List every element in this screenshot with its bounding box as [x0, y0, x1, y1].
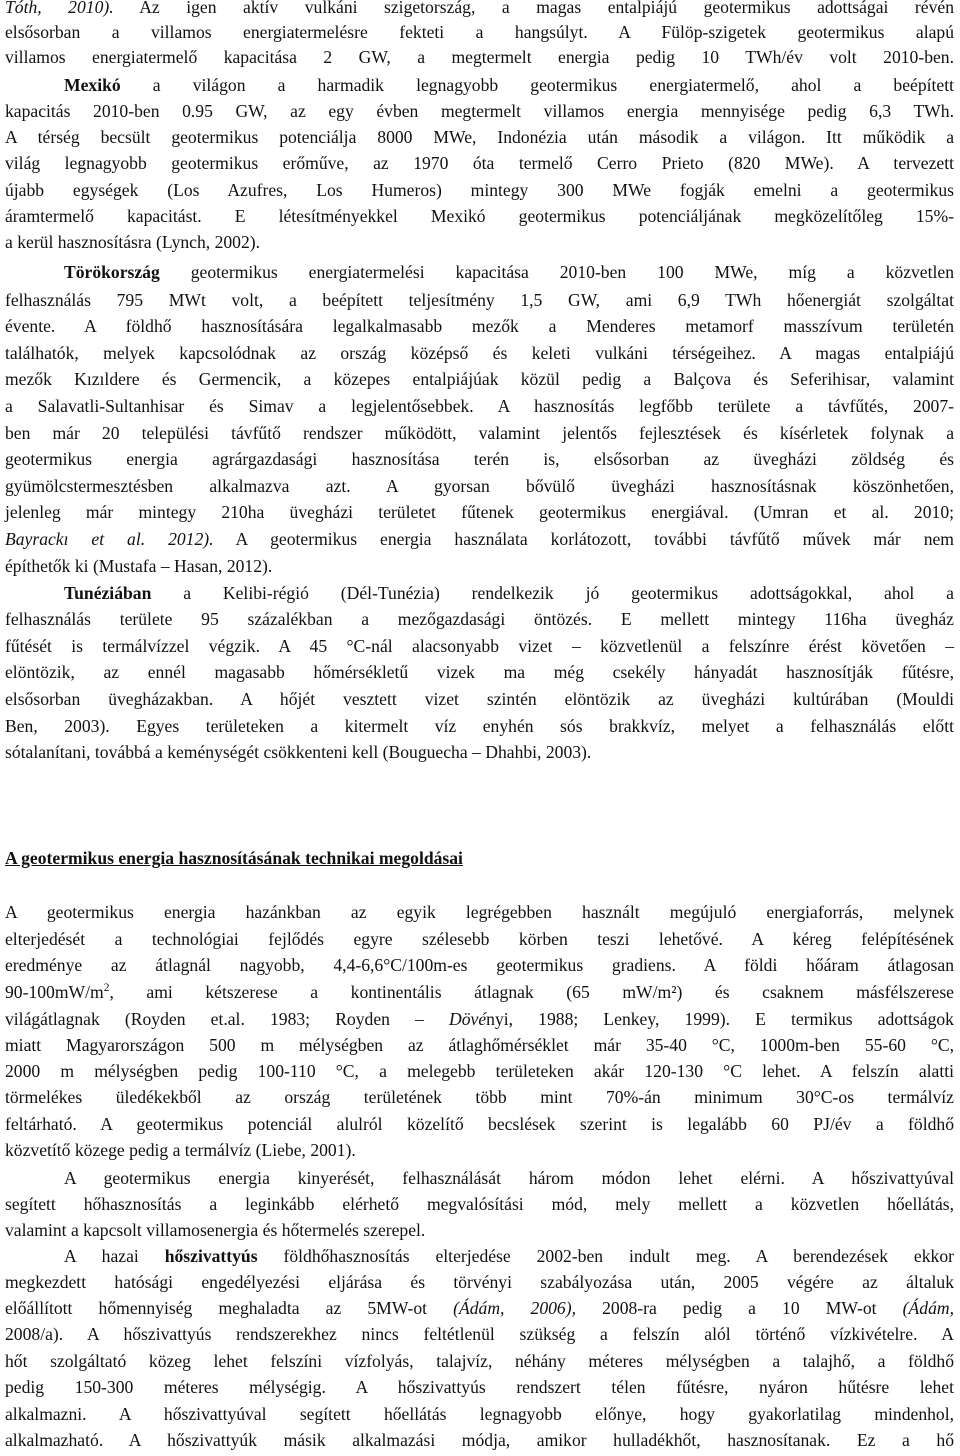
- text-line: elöntözik, az ennél magasabb hőmérsékletű vizek ma még csekély hányadát hasznosítják fűtésre,: [5, 662, 954, 682]
- text-line: áramtermelő kapacitást. E létesítményekkel Mexikó geotermikus potenciáljának megközelítőleg 15%-: [5, 206, 954, 226]
- country-name: Tunéziában: [64, 583, 152, 603]
- text-line: villamos energiatermelő kapacitása 2 GW, a megtermelt energia pedig 10 TWh/év volt 2010-ben.: [5, 47, 954, 67]
- text-line: világátlagnak (Royden et.al. 1983; Royden – Dövényi, 1988; Lenkey, 1999). E termikus adottságok: [5, 1009, 954, 1029]
- text-line: A térség becsült geotermikus potenciálja 8000 MWe, Indonézia után második a világon. Itt működik a: [5, 127, 954, 147]
- text-line: eredménye az átlagnál nagyobb, 4,4-6,6°C/100m-es geotermikus gradiens. A földi hőáram átlagosan: [5, 955, 954, 975]
- text-line: pedig 150-300 méteres mélységig. A hőszivattyús rendszert télen fűtésre, nyáron hűtésre lehet: [5, 1377, 954, 1397]
- text-line: jelenleg már mintegy 210ha üvegházi területet fűtenek geotermikus energiával. (Umran et al. 2010;: [5, 502, 954, 522]
- text-line: gyümölcstermesztésben alkalmazva azt. A gyorsan bővülő üvegházi hasznosításnak köszönhetően,: [5, 476, 954, 496]
- country-name: Törökország: [64, 262, 160, 282]
- text-line: a Salavatli-Sultanhisar és Simav a legjelentősebbek. A hasznosítás legfőbb területe a távfűtés, 2007-: [5, 396, 954, 416]
- text-line: felhasználás területe 95 százalékban a mezőgazdasági öntözés. E mellett mintegy 116ha üvegház: [5, 609, 954, 629]
- text-line: újabb egységek (Los Azufres, Los Humeros) mintegy 300 MWe fogják emelni a geotermikus: [5, 180, 954, 200]
- text-line: $90-100mW/m^2$, ami kétszerese a kontinentális átlagnak (65 mW/m²) és csaknem másfélszerese: [5, 982, 954, 1002]
- text-line: találhatók, melyek kapcsolódnak az ország középső és keleti vulkáni térségeihez. A magas entalpiájú: [5, 343, 954, 363]
- text-line: építhetők ki (Mustafa – Hasan, 2012).: [5, 556, 273, 576]
- text-line: alkalmazható. A hőszivattyúk másik alkalmazási módja, amikor hulladékhőt, hasznosítanak. Ez a hő: [5, 1430, 954, 1450]
- text-line: elsősorban üvegházakban. A hőjét vesztett vizet szintén elöntözik az üvegházi kultúrában (Mouldi: [5, 689, 954, 709]
- text-line: évente. A földhő hasznosítására legalkalmasabb mezők a Menderes metamorf masszívum területén: [5, 316, 954, 336]
- text-line: 2000 m mélységben pedig 100-110 °C, a melegebb területeken akár 120-130 °C lehet. A felszín alatti: [5, 1061, 954, 1081]
- text-line: kapacitás 2010-ben 0.95 GW, az egy évben megtermelt villamos energia mennyisége pedig 6,3 TWh.: [5, 101, 954, 121]
- text-line: elsősorban a villamos energiatermelésre fekteti a hangsúlyt. A Fülöp-szigetek geotermikus alapú: [5, 22, 954, 42]
- text-line: A geotermikus energia hazánkban az egyik legrégebben használt megújuló energiaforrás, melynek: [5, 902, 954, 922]
- text-line: hőt szolgáltató közeg lehet felszíni vízfolyás, talajvíz, néhány méteres mélységben a talajhő, a földhő: [5, 1351, 954, 1371]
- text-line: törmelékes üledékekből az ország területének több mint 70%-án minimum 30°C-os termálvíz: [5, 1087, 954, 1107]
- section-heading: A geotermikus energia hasznosításának technikai megoldásai: [5, 848, 463, 868]
- text-line: a kerül hasznosításra (Lynch, 2002).: [5, 232, 261, 252]
- text-line: Ben, 2003). Egyes területeken a kitermelt víz enyhén sós brakkvíz, melyet a felhasználás előtt: [5, 716, 954, 736]
- text-line: előállított hőmennyiség meghaladta az 5MW-ot (Ádám, 2006), 2008-ra pedig a 10 MW-ot (Ádám,: [5, 1298, 954, 1318]
- text-line: A hazai hőszivattyús földhőhasznosítás elterjedése 2002-ben indult meg. A berendezések ekkor: [64, 1246, 954, 1266]
- text-line: miatt Magyarországon 500 m mélységben az átlaghőmérséklet már 35-40 °C, 1000m-ben 55-60 °C,: [5, 1035, 954, 1055]
- text-line: felhasználás 795 MWt volt, a beépített teljesítmény 1,5 GW, ami 6,9 TWh hőenergiát szolgáltat: [5, 290, 954, 310]
- text-line: megkezdett hatósági engedélyezési eljárása és törvényi szabályozása után, 2005 végére az általuk: [5, 1272, 954, 1292]
- text-line: 2008/a). A hőszivattyús rendszerekhez nincs feltétlenül szükség a felszín alól történő vízkivételre. A: [5, 1324, 954, 1344]
- text-line: geotermikus energia agrárgazdasági hasznosítása terén is, elsősorban az üvegházi zöldség és: [5, 449, 954, 469]
- text-line: feltárható. A geotermikus potenciál alulról közelítő becslések szerint is legalább 60 PJ/év a földhő: [5, 1114, 954, 1134]
- text-line: fűtését is termálvízzel végzik. A 45 °C-nál alacsonyabb vizet – közvetlenül a felszínre érést követően –: [5, 636, 954, 656]
- text-line: világ legnagyobb geotermikus erőműve, az 1970 óta termelő Cerro Prieto (820 MWe). A tervezett: [5, 153, 954, 173]
- text-line: ben már 20 települési távfűtő rendszer működött, valamint jelentős fejlesztések és kísérletek folynak a: [5, 423, 954, 443]
- text-line: Bayrackı et al. 2012). A geotermikus energia használata korlátozott, további távfűtő művek már nem: [5, 529, 954, 549]
- text-line: segített hőhasznosítás a leginkább elérhető megvalósítási mód, mely mellett a közvetlen hőellátás,: [5, 1194, 954, 1214]
- text-line: mezők Kızıldere és Germencik, a közepes entalpiájúak közül pedig a Balçova és Seferihisar, valamint: [5, 369, 954, 389]
- text-line: A geotermikus energia kinyerését, felhasználását három módon lehet elérni. A hőszivattyúval: [64, 1168, 954, 1188]
- text-line: Törökország geotermikus energiatermelési kapacitása 2010-ben 100 MWe, míg a közvetlen: [64, 262, 954, 282]
- text-line: alkalmazni. A hőszivattyúval segített hőellátás legnagyobb előnye, hogy gyakorlatilag mindenhol,: [5, 1404, 954, 1424]
- text-line: valamint a kapcsolt villamosenergia és hőtermelés szerepel.: [5, 1220, 426, 1240]
- text-line: közvetítő közege pedig a termálvíz (Liebe, 2001).: [5, 1140, 356, 1160]
- country-name: Mexikó: [64, 75, 121, 95]
- text-line: Tunéziában a Kelibi-régió (Dél-Tunézia) rendelkezik jó geotermikus adottságokkal, ahol a: [64, 583, 954, 603]
- text-line: Tóth, 2010). Az igen aktív vulkáni szigetország, a magas entalpiájú geotermikus adottságai révén: [5, 0, 954, 17]
- text-line: Mexikó a világon a harmadik legnagyobb geotermikus energiatermelő, ahol a beépített: [64, 75, 954, 95]
- text-line: sótalanítani, továbbá a keménységét csökkenteni kell (Bouguecha – Dhahbi, 2003).: [5, 742, 592, 762]
- text-line: elterjedését a technológiai fejlődés egyre szélesebb körben teszi lehetővé. A kéreg felépítésének: [5, 929, 954, 949]
